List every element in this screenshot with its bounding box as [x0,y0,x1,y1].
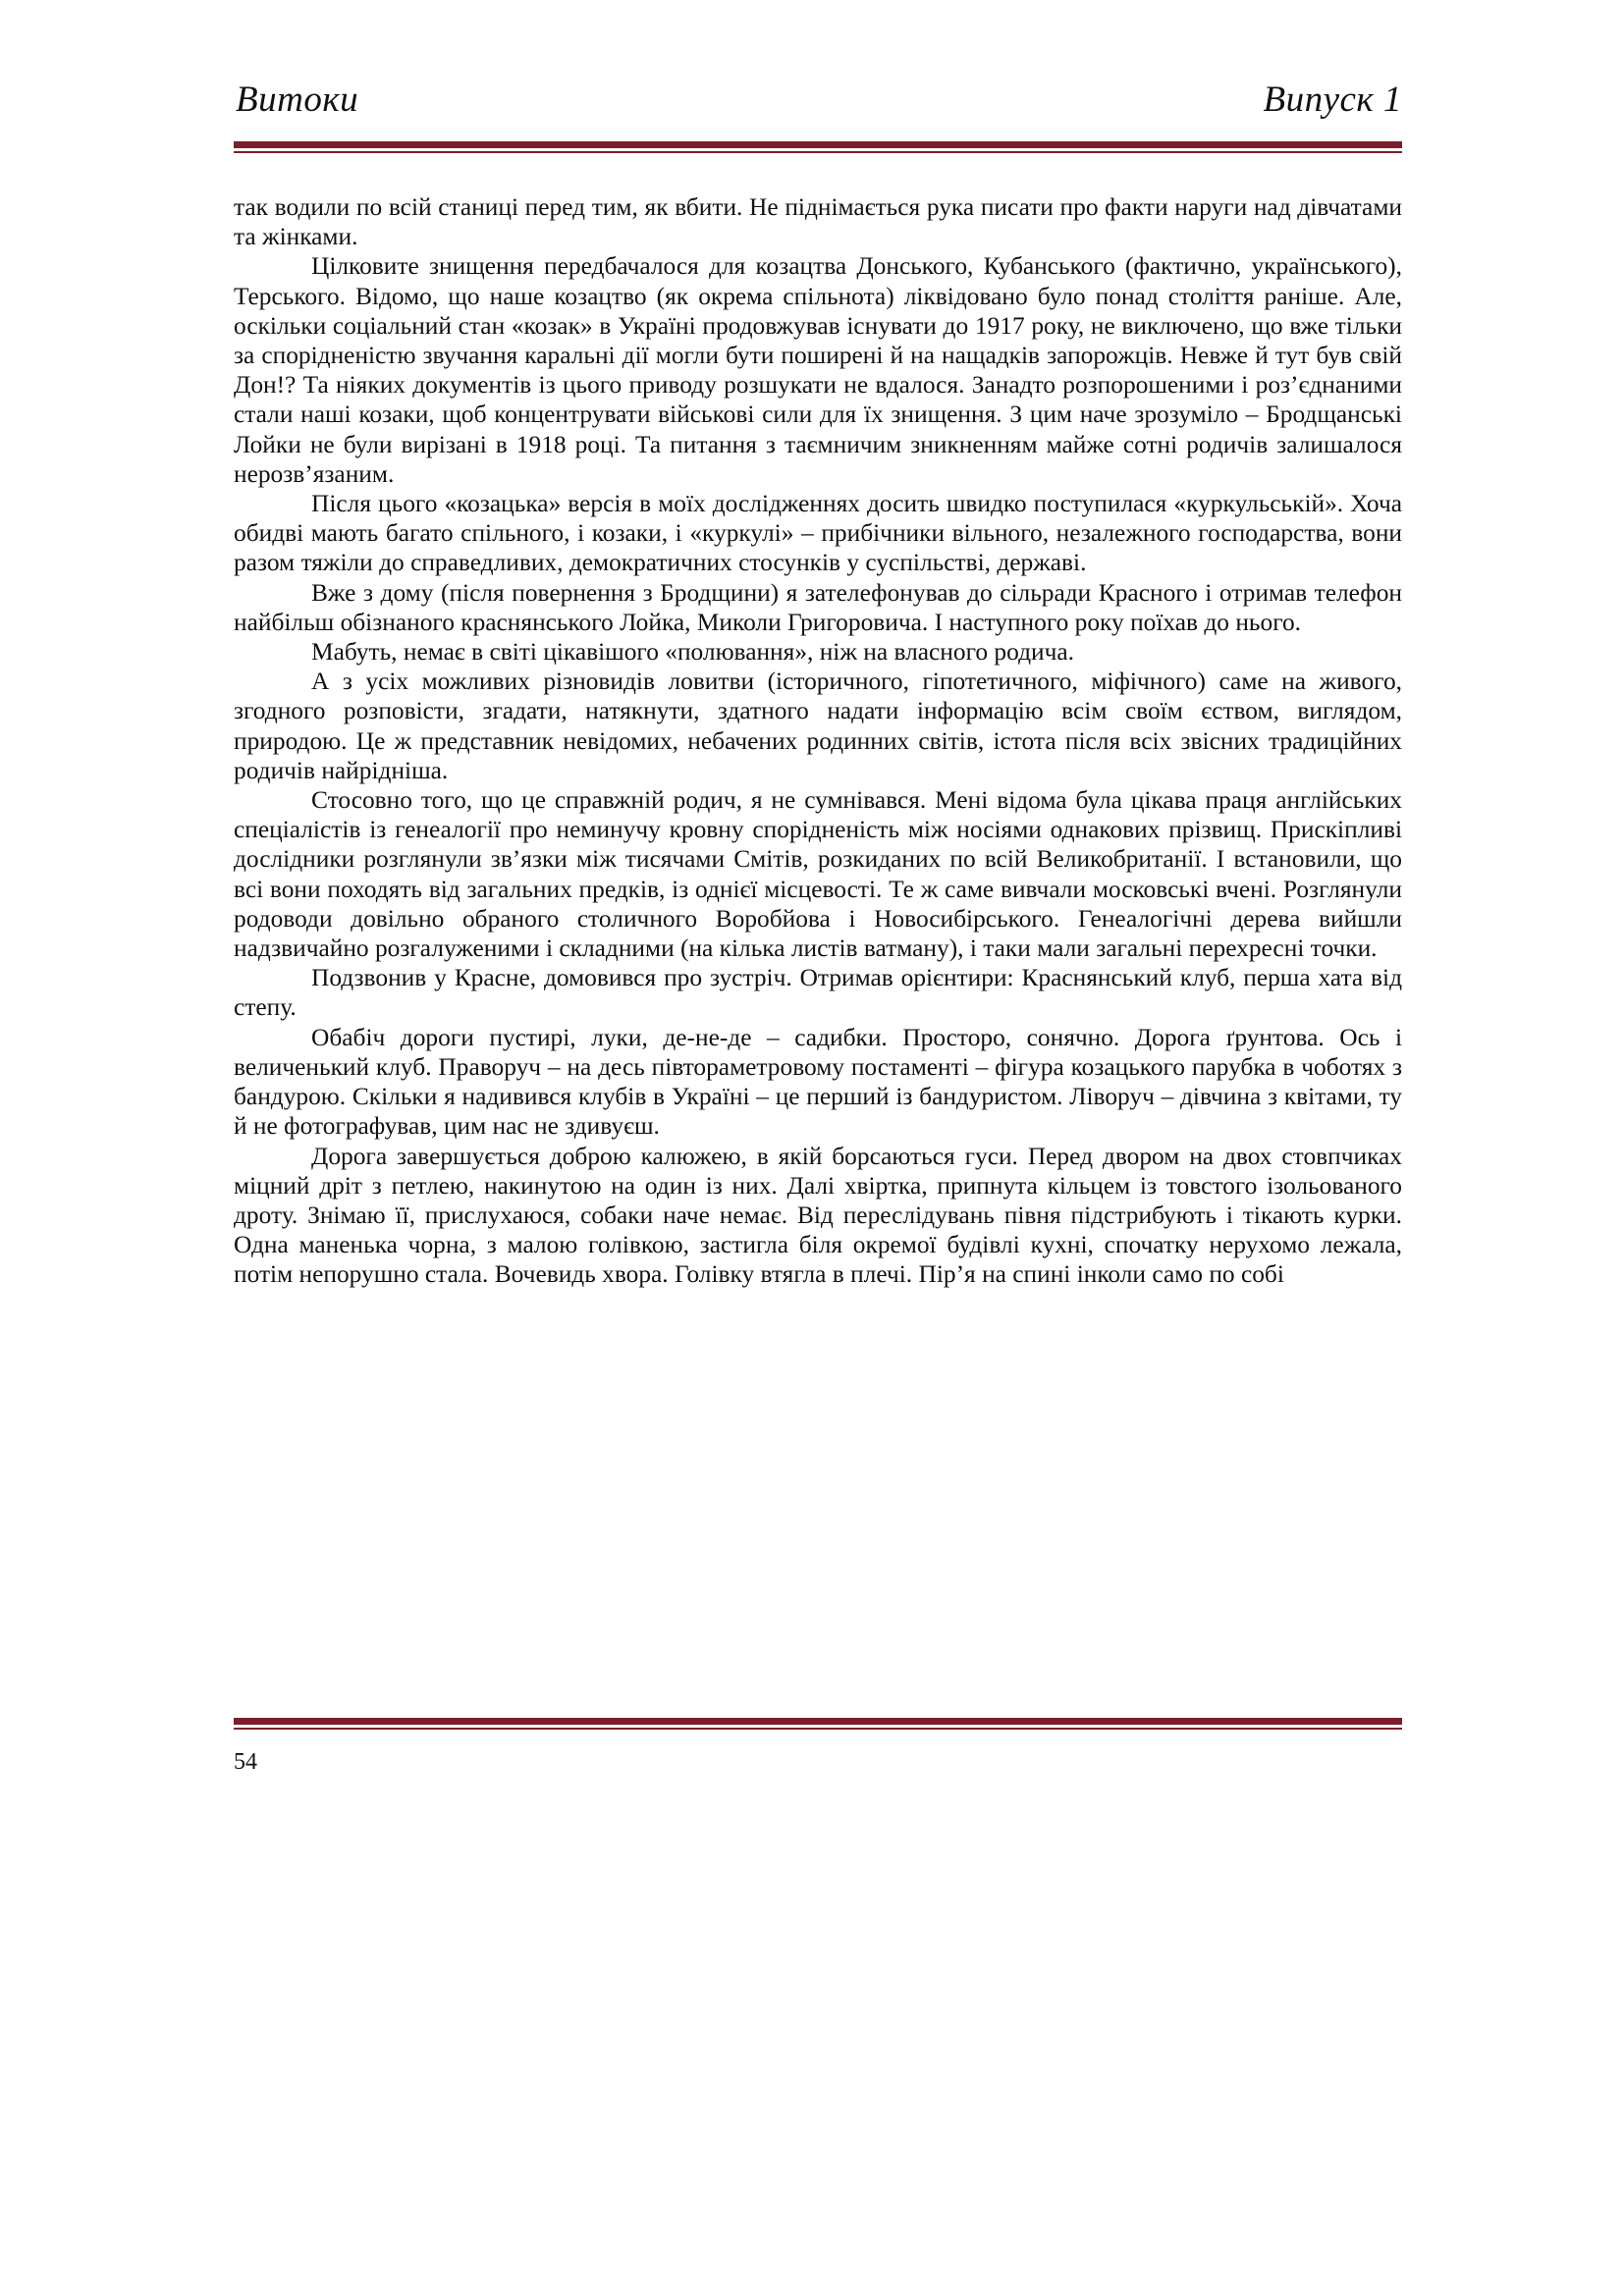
paragraph-6: А з усіх можливих різновидів ловитви (історичного, гіпотетичного, міфічного) саме на живого, згодного розповісти, згадати, натякнути, здатного надати інформацію всім своїм єством, виглядом, природою. Це ж представник невідомих, небачених родинних світів, істота після всіх звісних традиційних родичів найрідніша. [234,667,1402,784]
paragraph-7: Стосовно того, що це справжній родич, я не сумнівався. Мені відома була цікава праця англійських спеціалістів із генеалогії про неминучу кровну спорідненість між носіями однакових прізвищ. Прискіпливі дослідники розглянули зв’язки між тисячами Смітів, розкиданих по всій Великобританії. І встановили, що всі вони походять від загальних предків, із однієї місцевості. Те ж саме вивчали московські вчені. Розглянули родоводи довільно обраного столичного Воробйова і Новосибірського. Генеалогічні дерева вийшли надзвичайно розгалуженими і складними (на кілька листів ватману), і таки мали загальні перехресні точки. [234,786,1402,963]
paragraph-3: Після цього «козацька» версія в моїх дослідженнях досить швидко поступилася «куркульській». Хоча обидві мають багато спільного, і козаки, і «куркулі» – прибічники вільного, незалежного господарства, вони разом тяжіли до справедливих, демократичних стосунків у суспільстві, державі. [234,490,1402,577]
running-header [234,79,1402,128]
issue-label: Випуск 1 [1263,80,1402,120]
page-number: 54 [234,1749,257,1775]
paragraph-9: Обабіч дороги пустирі, луки, де-не-де – садибки. Просторо, сонячно. Дорога ґрунтова. Ось і величенький клуб. Праворуч – на десь півтораметровому постаменті – фігура козацького парубка в чоботях з бандурою. Скільки я надивився клубів в Україні – це перший із бандуристом. Ліворуч – дівчина з квітами, ту й не фотографував, цим нас не здивуєш. [234,1023,1402,1141]
footer-rule-thick-line [234,1718,1402,1725]
paragraph-1: так водили по всій станиці перед тим, як вбити. Не піднімається рука писати про факти наруги над дівчатами та жінками. [234,193,1402,251]
header-rule [234,141,1402,153]
journal-title: Витоки [236,80,359,120]
footer-rule-thin-line [234,1728,1402,1730]
header-rule-thin-line [234,151,1402,153]
paragraph-10: Дорога завершується доброю калюжею, в якій борсаються гуси. Перед двором на двох стовпчиках міцний дріт з петлею, накинутою на один із них. Далі хвіртка, припнута кільцем із товстого ізольованого дроту. Знімаю її, прислухаюся, собаки наче немає. Від переслідувань півня підстрибують і тікають курки. Одна маненька чорна, з малою голівкою, застигла біля окремої будівлі кухні, спочатку нерухомо лежала, потім непорушно стала. Вочевидь хвора. Голівку втягла в плечі. Пір’я на спині інколи само по собі [234,1142,1402,1289]
footer-rule [234,1718,1402,1730]
paragraph-8: Подзвонив у Красне, домовився про зустріч. Отримав орієнтири: Краснянський клуб, перша хата від степу. [234,964,1402,1022]
paragraph-5: Мабуть, немає в світі цікавішого «полювання», ніж на власного родича. [311,638,1074,667]
paragraph-4: Вже з дому (після повернення з Бродщини) я зателефонував до сільради Красного і отримав телефон найбільш обізнаного краснянського Лойка, Миколи Григоровича. І наступного року поїхав до нього. [234,578,1402,636]
paragraph-2: Цілковите знищення передбачалося для козацтва Донського, Кубанського (фактично, українського), Терського. Відомо, що наше козацтво (як окрема спільнота) ліквідовано було понад століття раніше. Але, оскільки соціальний стан «козак» в Україні продовжував існувати до 1917 року, не виключено, що вже тільки за спорідненістю звучання каральні дії могли бути поширені й на нащадків запорожців. Невже й тут був свій Дон!? Та ніяких документів із цього приводу розшукати не вдалося. Занадто розпорошеними і роз’єднаними стали наші козаки, щоб концентрувати військові сили для їх знищення. З цим наче зрозуміло – Бродщанські Лойки не були вирізані в 1918 році. Та питання з таємничим зникненням майже сотні родичів залишалося нерозв’язаним. [234,252,1402,488]
header-rule-thick-line [234,141,1402,148]
article-body [234,192,1402,1290]
